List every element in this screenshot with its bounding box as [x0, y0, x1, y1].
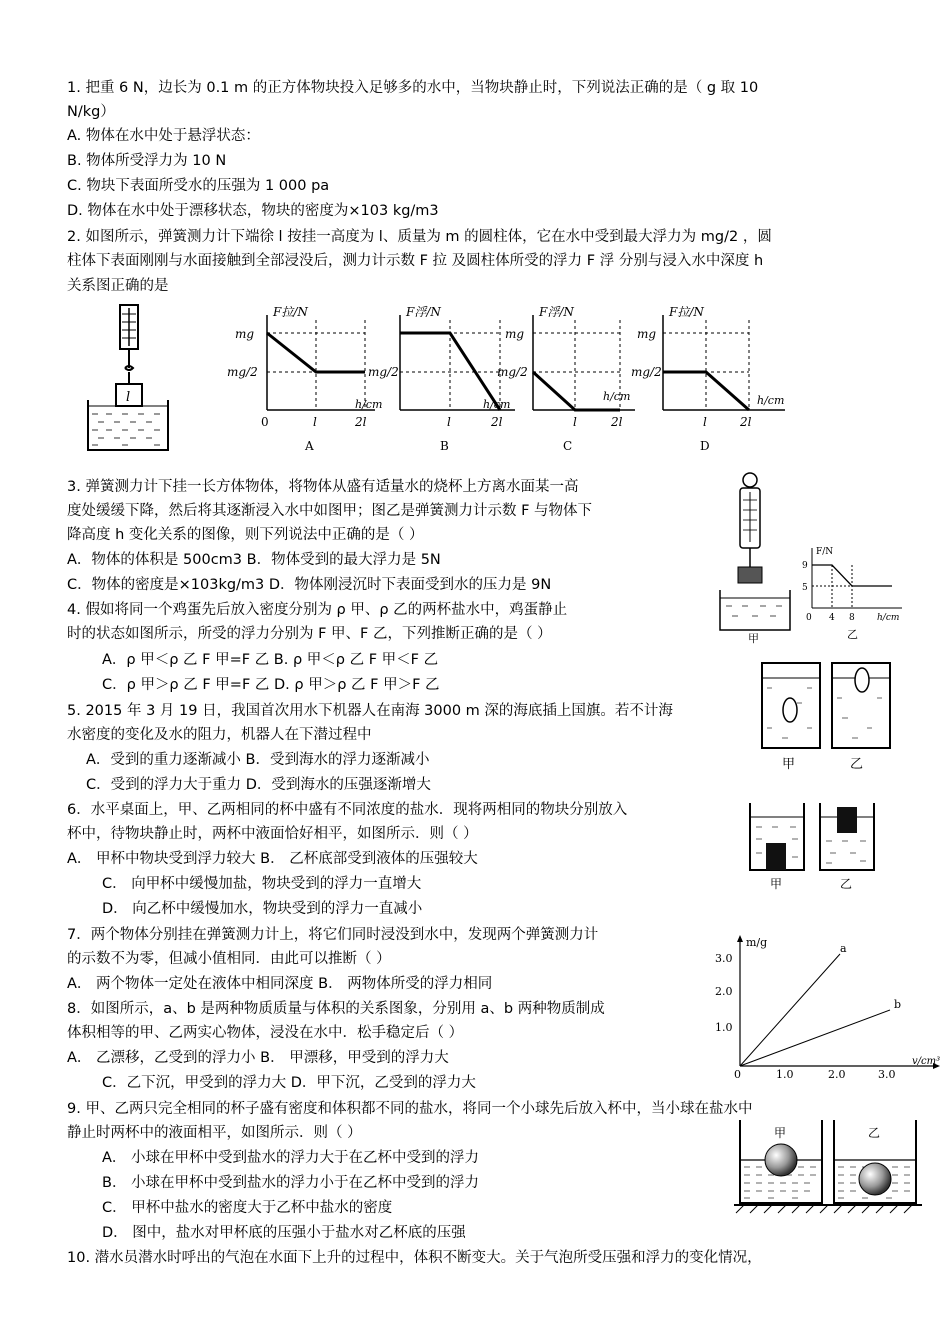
q6-stem-line2: 杯中，待物块静止时，两杯中液面恰好相平，如图所示．则（ ） [67, 826, 478, 842]
q2-graph-d [631, 305, 785, 453]
svg-text:2l: 2l [611, 415, 623, 429]
graph-c-label: C [563, 439, 573, 453]
q3-stem-line3: 降高度 h 变化关系的图像，则下列说法中正确的是（ ） [67, 527, 424, 543]
svg-text:l: l [313, 415, 317, 429]
q9-stem-line2: 静止时两杯中的液面相平，如图所示．则（ ） [67, 1125, 362, 1141]
q5-options-cd: C．受到的浮力大于重力 D．受到海水的压强逐渐增大 [86, 777, 431, 793]
svg-text:2l: 2l [740, 415, 752, 429]
q9-option-a: A． 小球在甲杯中受到盐水的浮力大于在乙杯中受到的浮力 [102, 1150, 480, 1166]
q3-jia-label: 甲 [748, 632, 759, 645]
q6-yi-label: 乙 [840, 877, 853, 891]
svg-text:9: 9 [802, 561, 808, 571]
graph-b-label: B [440, 439, 449, 453]
q3-yi-label: 乙 [847, 628, 858, 641]
svg-text:1.0: 1.0 [715, 1021, 733, 1034]
q9-jia-label: 甲 [774, 1126, 787, 1140]
q4-stem-line1: 4. 假如将同一个鸡蛋先后放入密度分别为 ρ 甲、ρ 乙的两杯盐水中，鸡蛋静止 [67, 602, 568, 618]
svg-text:2l: 2l [355, 415, 367, 429]
q4-options-cd: C．ρ 甲＞ρ 乙 F 甲=F 乙 D. ρ 甲＞ρ 乙 F 甲＞F 乙 [102, 677, 440, 693]
q5-stem-line1: 5. 2015 年 3 月 19 日，我国首次用水下机器人在南海 3000 m 深的海底插上国旗。若不计海 [67, 703, 673, 719]
q2-graph-a [227, 305, 382, 453]
q10-stem-line1: 10. 潜水员潜水时呼出的气泡在水面下上升的过程中，体积不断变大。关于气泡所受压强和浮力的变化情况， [67, 1250, 762, 1266]
q7-stem-line2: 的示数不为零，但减小值相同．由此可以推断（ ） [67, 951, 391, 967]
graph-a-label: A [305, 439, 314, 453]
graph-b-ylabel: F浮/N [406, 305, 441, 319]
svg-text:2.0: 2.0 [715, 985, 733, 998]
svg-text:0: 0 [734, 1068, 741, 1080]
q6-option-c: C． 向甲杯中缓慢加盐，物块受到的浮力一直增大 [102, 876, 422, 892]
q2-stem-line3: 关系图正确的是 [67, 278, 169, 294]
graph-d-label: D [700, 439, 710, 453]
svg-text:mg: mg [637, 327, 657, 341]
q6-figure [742, 795, 892, 895]
q1-option-c: C. 物块下表面所受水的压强为 1 000 pa [67, 178, 330, 194]
q9-stem-line1: 9. 甲、乙两只完全相同的杯子盛有密度和体积都不同的盐水，将同一个小球先后放入杯中，当小球在盐水中 [67, 1101, 753, 1117]
q8-stem-line2: 体积相等的甲、乙两实心物体，浸没在水中．松手稳定后（ ） [67, 1025, 464, 1041]
q3-ylabel: F/N [816, 547, 834, 557]
q6-option-d: D． 向乙杯中缓慢加水，物块受到的浮力一直减小 [102, 901, 423, 917]
q2-apparatus-figure [78, 300, 178, 460]
q6-stem-line1: 6．水平桌面上，甲、乙两相同的杯中盛有不同浓度的盐水．现将两相同的物块分别放入 [67, 802, 628, 818]
q9-option-c: C． 甲杯中盐水的密度大于乙杯中盐水的密度 [102, 1200, 393, 1216]
q1-option-a: A. 物体在水中处于悬浮状态： [67, 128, 260, 144]
q9-ball-yi [859, 1163, 891, 1195]
q8-stem-line1: 8．如图所示，a、b 是两种物质质量与体积的关系图象，分别用 a、b 两种物质制成 [67, 1001, 605, 1017]
q6-options-ab: A． 甲杯中物块受到浮力较大 B． 乙杯底部受到液体的压强较大 [67, 851, 478, 867]
q4-stem-line2: 时的状态如图所示，所受的浮力分别为 F 甲、F 乙，下列推断正确的是（ ） [67, 626, 552, 642]
cylinder-height-label: l [126, 390, 131, 405]
q8-options-ab: A． 乙漂移，乙受到的浮力小 B． 甲漂移，甲受到的浮力大 [67, 1050, 449, 1066]
svg-text:h/cm: h/cm [483, 398, 511, 411]
q2-stem-line1: 2. 如图所示，弹簧测力计下端徐 l 按挂一高度为 l、质量为 m 的圆柱体，它在水中受到最大浮力为 mg/2 ，圆 [67, 229, 772, 245]
svg-text:h/cm: h/cm [603, 390, 631, 403]
q9-ball-jia [765, 1144, 797, 1176]
svg-text:h/cm: h/cm [757, 394, 785, 407]
q4-options-ab: A．ρ 甲＜ρ 乙 F 甲=F 乙 B. ρ 甲＜ρ 乙 F 甲＜F 乙 [102, 652, 439, 668]
q4-yi-label: 乙 [850, 757, 864, 772]
q1-stem-line2: N/kg） [67, 104, 115, 120]
q8-xlabel: v/cm³ [912, 1056, 941, 1067]
q5-stem-line2: 水密度的变化及水的阻力，机器人在下潜过程中 [67, 727, 372, 743]
q3-options-cd: C．物体的密度是×103kg/m3 D．物体刚浸沉时下表面受到水的压力是 9N [67, 577, 552, 593]
graph-a-mg2: mg/2 [227, 365, 258, 379]
svg-text:h/cm: h/cm [355, 398, 383, 411]
svg-text:mg: mg [505, 327, 525, 341]
q3-stem-line1: 3. 弹簧测力计下挂一长方体物体，将物体从盛有适量水的烧杯上方离水面某一高 [67, 479, 579, 495]
svg-text:mg/2: mg/2 [497, 365, 528, 379]
q8-options-cd: C．乙下沉，甲受到的浮力大 D．甲下沉，乙受到的浮力大 [102, 1075, 476, 1091]
svg-text:l: l [703, 415, 707, 429]
graph-a-ylabel: F拉/N [273, 305, 308, 319]
svg-text:l: l [447, 415, 451, 429]
q7-stem-line1: 7．两个物体分别挂在弹簧测力计上，将它们同时浸没到水中，发现两个弹簧测力计 [67, 927, 599, 943]
svg-text:5: 5 [802, 583, 808, 593]
graph-a-mg: mg [235, 327, 255, 341]
q3-figure [712, 470, 912, 645]
q2-graph-b [368, 305, 515, 453]
q8-line-b-label: b [894, 998, 902, 1011]
q9-yi-label: 乙 [868, 1126, 881, 1140]
q2-stem-line2: 柱体下表面刚刚与水面接触到全部浸没后，测力计示数 F 拉 及圆柱体所受的浮力 F 浮 分别与浸入水中深度 h [67, 253, 764, 269]
q2-graph-c [497, 305, 635, 453]
q1-option-d: D. 物体在水中处于漂移状态，物块的密度为×103 kg/m3 [67, 203, 439, 219]
q6-jia-label: 甲 [770, 877, 783, 891]
q5-options-ab: A．受到的重力逐渐减小 B．受到海水的浮力逐渐减小 [86, 752, 430, 768]
q2-graphs-figure [225, 300, 805, 460]
svg-text:h/cm: h/cm [877, 613, 900, 623]
q1-stem-line1: 1. 把重 6 N，边长为 0.1 m 的正方体物块投入足够多的水中，当物块静止时，下列说法正确的是（ g 取 10 [67, 80, 759, 96]
q9-figure [728, 1115, 928, 1225]
q3-options-ab: A．物体的体积是 500cm3 B．物体受到的最大浮力是 5N [67, 552, 441, 568]
svg-text:mg/2: mg/2 [368, 365, 399, 379]
q8-mv-graph [712, 932, 944, 1080]
q9-option-d: D． 图中，盐水对甲杯底的压强小于盐水对乙杯底的压强 [102, 1225, 466, 1241]
svg-text:1.0: 1.0 [776, 1068, 794, 1080]
svg-text:0: 0 [261, 415, 269, 429]
svg-text:2l: 2l [491, 415, 503, 429]
svg-text:8: 8 [849, 613, 855, 623]
svg-text:3.0: 3.0 [715, 952, 733, 965]
q8-ylabel: m/g [746, 936, 768, 949]
graph-c-ylabel: F浮/N [539, 305, 574, 319]
svg-text:2.0: 2.0 [828, 1068, 846, 1080]
svg-text:mg/2: mg/2 [631, 365, 662, 379]
q9-option-b: B． 小球在甲杯中受到盐水的浮力小于在乙杯中受到的浮力 [102, 1175, 480, 1191]
q8-line-a-label: a [840, 942, 847, 955]
q4-figure [752, 658, 902, 778]
q3-stem-line2: 度处缓缓下降，然后将其逐渐浸入水中如图甲；图乙是弹簧测力计示数 F 与物体下 [67, 503, 593, 519]
svg-text:4: 4 [829, 613, 835, 623]
q1-option-b: B. 物体所受浮力为 10 N [67, 153, 227, 169]
svg-text:0: 0 [806, 613, 812, 623]
svg-text:3.0: 3.0 [878, 1068, 896, 1080]
q4-jia-label: 甲 [782, 757, 796, 772]
svg-text:l: l [573, 415, 577, 429]
q7-options-ab: A． 两个物体一定处在液体中相同深度 B． 两物体所受的浮力相同 [67, 976, 493, 992]
graph-d-ylabel: F拉/N [669, 305, 704, 319]
